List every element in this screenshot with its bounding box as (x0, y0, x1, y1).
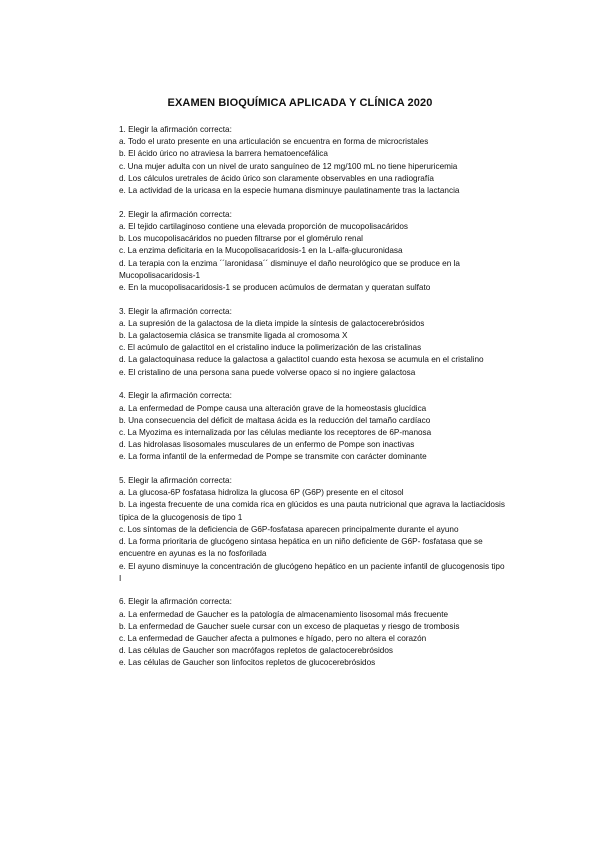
option-c: c. Una mujer adulta con un nivel de urato sanguíneo de 12 mg/100 mL no tiene hiperuricemia (119, 161, 458, 171)
option-e: e. La forma infantil de la enfermedad de Pompe se transmite con carácter dominante (119, 452, 427, 462)
option-c: c. La Myozima es internalizada por las células mediante los receptores de 6P-manosa (119, 427, 432, 437)
option-c: c. La enzima deficitaria en la Mucopolisacaridosis-1 en la L-alfa-glucuronidasa (119, 246, 403, 256)
option-e: e. En la mucopolisacaridosis-1 se producen acúmulos de dermatan y queratan sulfato (119, 282, 431, 292)
option-b: b. Una consecuencia del déficit de maltasa ácida es la reducción del tamaño cardíaco (119, 415, 431, 425)
question-heading: 4. Elegir la afirmación correcta: (119, 391, 232, 401)
question-heading: 5. Elegir la afirmación correcta: (119, 476, 232, 486)
question-6 (119, 596, 509, 669)
page-title: EXAMEN BIOQUÍMICA APLICADA Y CLÍNICA 2020 (167, 97, 433, 109)
option-d: d. Los cálculos uretrales de ácido úrico son claramente observables en una radiografía (119, 173, 434, 183)
question-heading: 6. Elegir la afirmación correcta: (119, 597, 232, 607)
option-e: e. El ayuno disminuye la concentración de glucógeno hepático en un paciente infantil de glucogenosis tipo I (119, 561, 505, 583)
option-d: d. La terapia con la enzima ´´laronidasa´´ disminuye el daño neurológico que se produce en la Mucopolisacaridosis-1 (119, 258, 460, 280)
question-list (119, 124, 509, 681)
question-5 (119, 475, 509, 585)
question-1 (119, 124, 509, 197)
option-a: a. La enfermedad de Pompe causa una alteración grave de la homeostasis glucídica (119, 403, 427, 413)
question-heading: 3. Elegir la afirmación correcta: (119, 306, 232, 316)
option-c: c. El acúmulo de galactitol en el cristalino induce la polimerización de las cristalinas (119, 343, 422, 353)
option-b: b. El ácido úrico no atraviesa la barrera hematoencefálica (119, 149, 328, 159)
option-c: c. La enfermedad de Gaucher afecta a pulmones e hígado, pero no altera el corazón (119, 634, 427, 644)
option-b: b. La galactosemia clásica se transmite ligada al cromosoma X (119, 331, 348, 341)
question-2 (119, 209, 509, 294)
option-d: d. La forma prioritaria de glucógeno sintasa hepática en un niño deficiente de G6P- fosfatasa que se encuentre en ayunas es la no fosforilada (119, 537, 483, 559)
option-b: b. La enfermedad de Gaucher suele cursar con un exceso de plaquetas y riesgo de trombosis (119, 621, 460, 631)
option-d: d. Las hidrolasas lisosomales musculares de un enfermo de Pompe son inactivas (119, 440, 415, 450)
option-e: e. Las células de Gaucher son linfocitos repletos de glucocerebrósidos (119, 658, 376, 668)
option-e: e. La actividad de la uricasa en la especie humana disminuye paulatinamente tras la lactancia (119, 186, 460, 196)
option-b: b. La ingesta frecuente de una comida rica en glúcidos es una pauta nutricional que agrava la lactiacidosis típica de la glucogenosis de tipo 1 (119, 500, 505, 522)
option-c: c. Los síntomas de la deficiencia de G6P-fosfatasa aparecen principalmente durante el ayuno (119, 524, 459, 534)
option-a: a. La glucosa-6P fosfatasa hidroliza la glucosa 6P (G6P) presente en el citosol (119, 488, 404, 498)
option-b: b. Los mucopolisacáridos no pueden filtrarse por el glomérulo renal (119, 234, 363, 244)
question-4 (119, 390, 509, 463)
option-a: a. La supresión de la galactosa de la dieta impide la síntesis de galactocerebrósidos (119, 318, 425, 328)
option-a: a. La enfermedad de Gaucher es la patología de almacenamiento lisosomal más frecuente (119, 609, 449, 619)
option-a: a. El tejido cartilaginoso contiene una elevada proporción de mucopolisacáridos (119, 221, 409, 231)
option-d: d. Las células de Gaucher son macrófagos repletos de galactocerebrósidos (119, 646, 393, 656)
option-d: d. La galactoquinasa reduce la galactosa a galactitol cuando esta hexosa se acumula en el cristalino (119, 355, 484, 365)
question-heading: 2. Elegir la afirmación correcta: (119, 209, 232, 219)
question-heading: 1. Elegir la afirmación correcta: (119, 125, 232, 134)
option-e: e. El cristalino de una persona sana puede volverse opaco si no ingiere galactosa (119, 367, 416, 377)
option-a: a. Todo el urato presente en una articulación se encuentra en forma de microcristales (119, 137, 429, 147)
question-3 (119, 306, 509, 379)
